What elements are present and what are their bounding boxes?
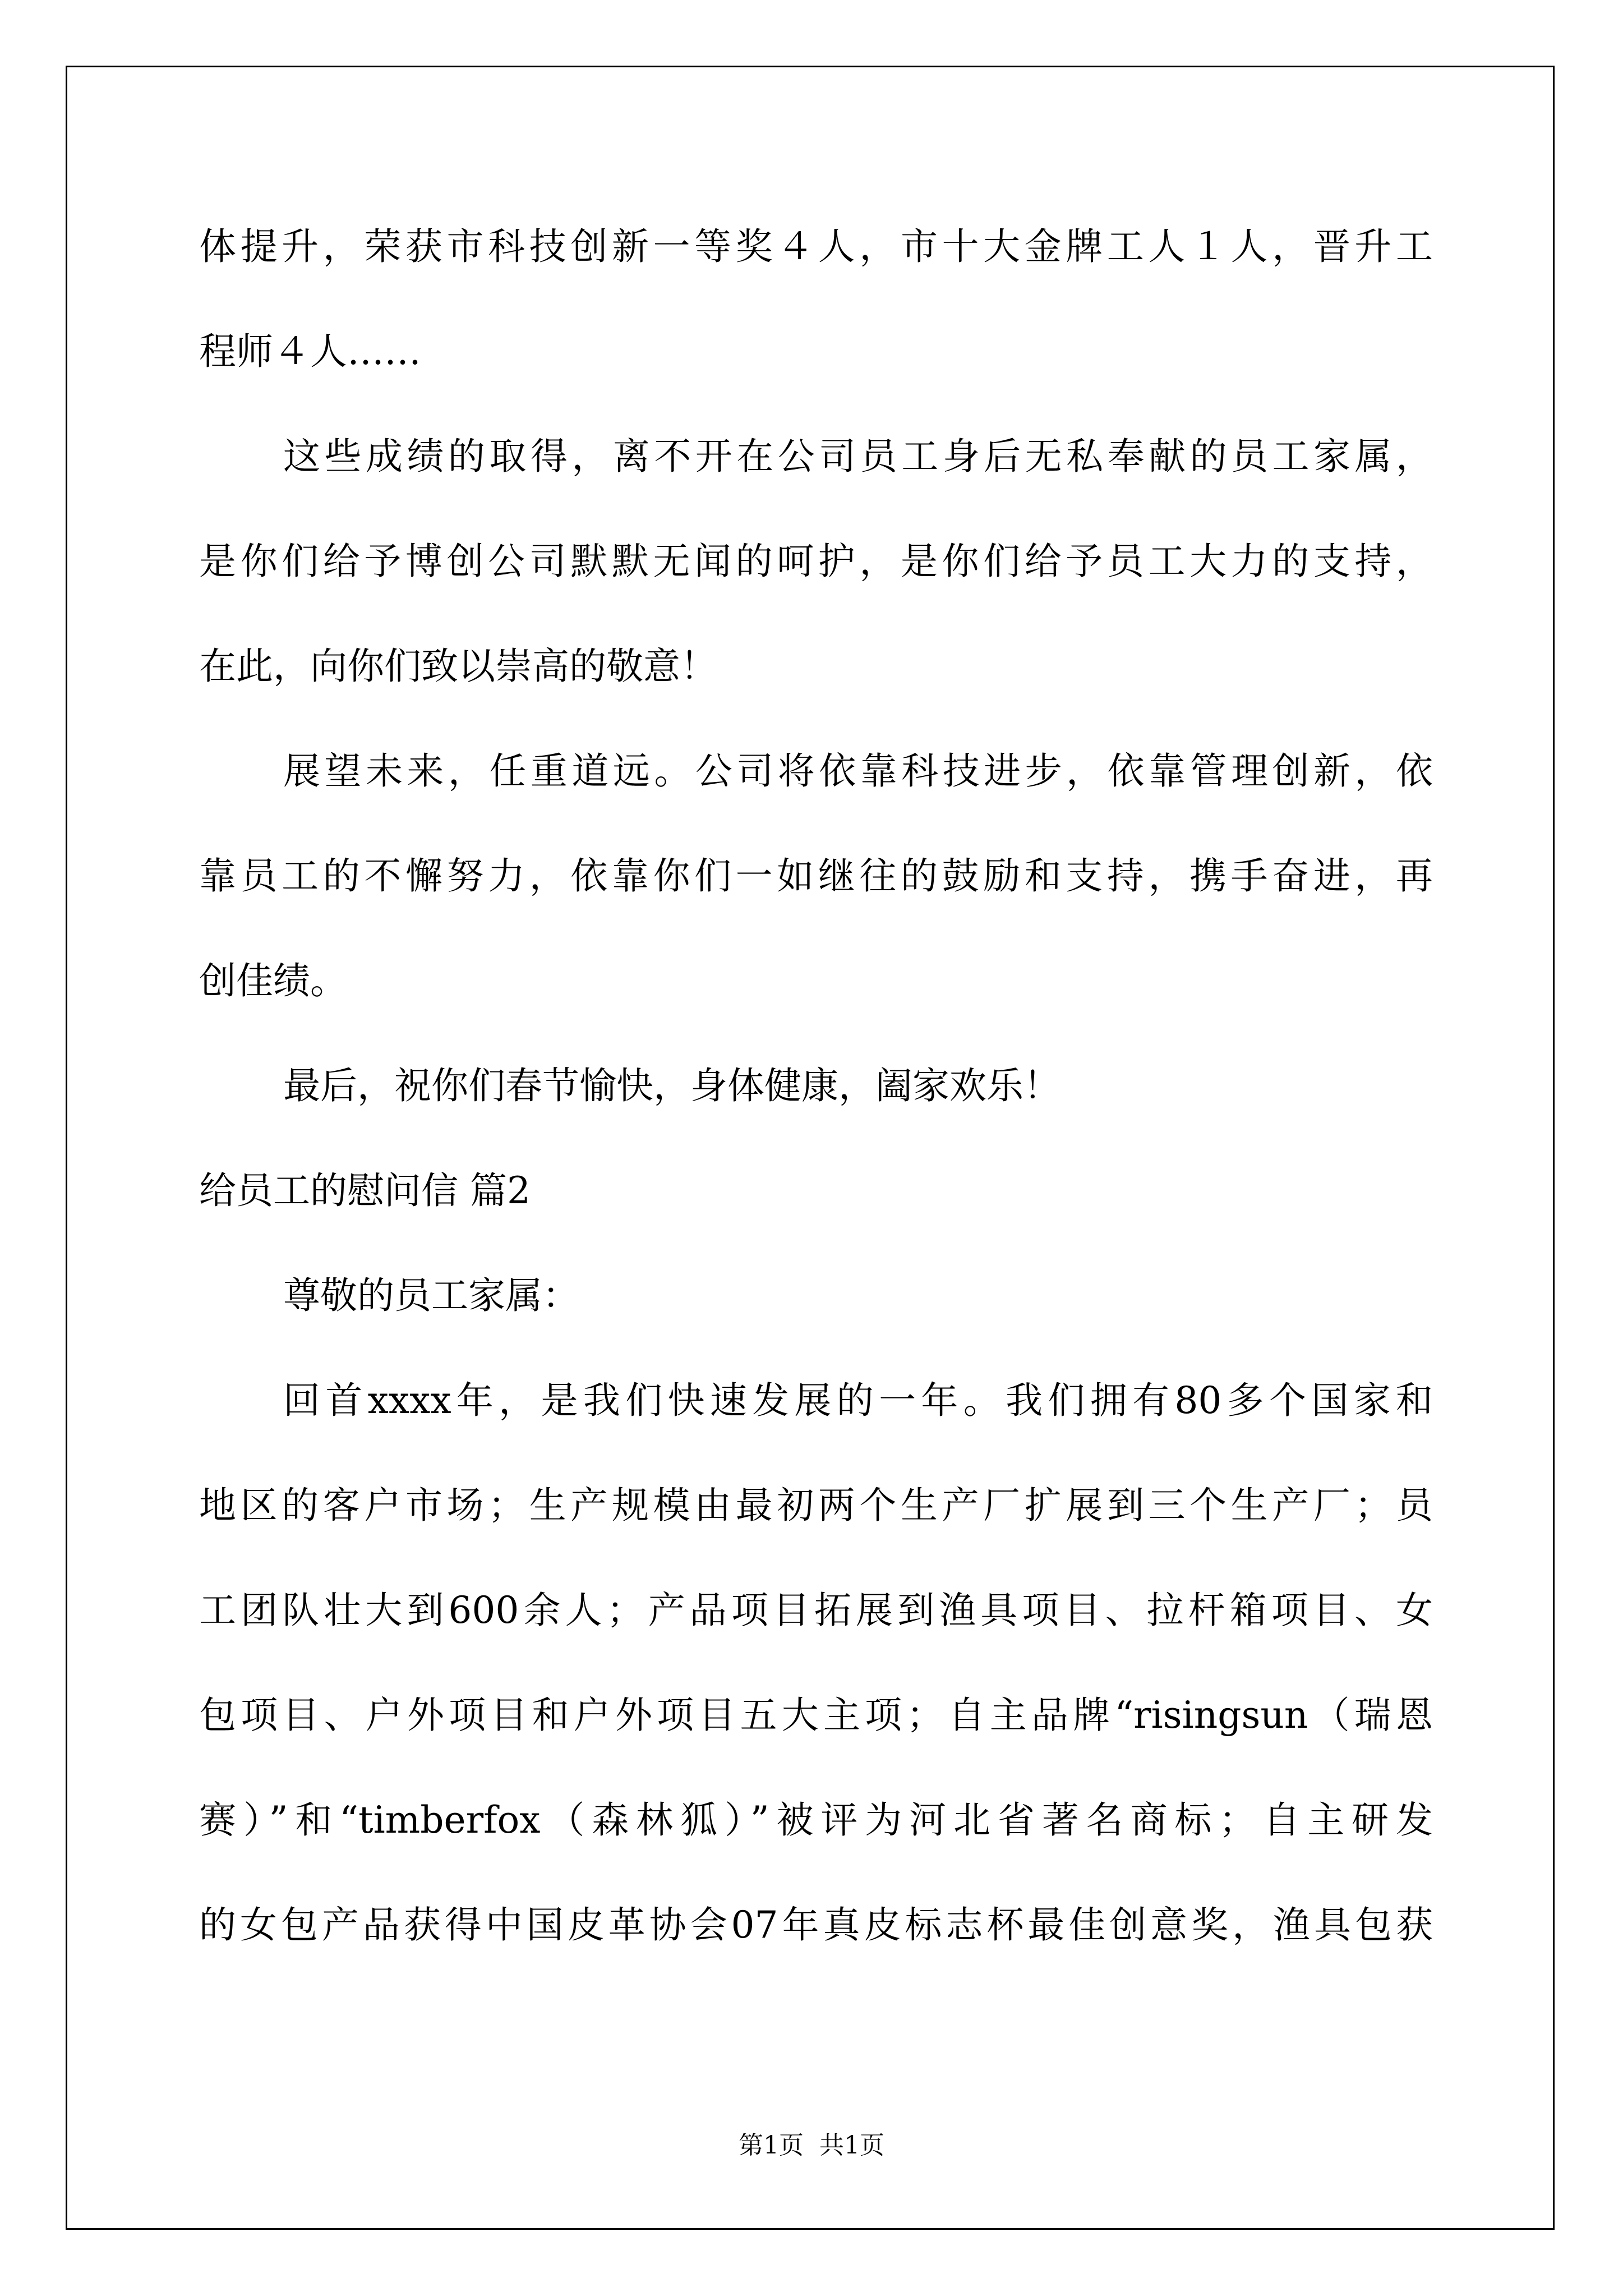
text-line-17: 的女包产品获得中国皮革协会07年真皮标志杯最佳创意奖，渔具包获 xyxy=(199,1903,1433,1947)
text-line-3: 这些成绩的取得，离不开在公司员工身后无私奉献的员工家属， xyxy=(283,435,1433,478)
text-line-8: 创佳绩。 xyxy=(199,959,347,1002)
text-line-4: 是你们给予博创公司默默无闻的呵护，是你们给予员工大力的支持， xyxy=(199,540,1433,583)
salutation: 尊敬的员工家属： xyxy=(283,1274,579,1317)
text-line-14: 工团队壮大到600余人；产品项目拓展到渔具项目、拉杆箱项目、女 xyxy=(199,1589,1433,1632)
text-line-9: 最后，祝你们春节愉快，身体健康，阖家欢乐！ xyxy=(283,1064,1061,1107)
text-line-15: 包项目、户外项目和户外项目五大主项；自主品牌“risingsun（瑞恩 xyxy=(199,1694,1433,1737)
text-line-6: 展望未来，任重道远。公司将依靠科技进步，依靠管理创新，依 xyxy=(283,749,1433,793)
text-line-7: 靠员工的不懈努力，依靠你们一如继往的鼓励和支持，携手奋进，再 xyxy=(199,854,1433,898)
text-line-2: 程师４人…… xyxy=(199,330,421,373)
section-heading: 给员工的慰问信 篇2 xyxy=(199,1169,531,1212)
text-line-16: 赛）”和“timberfox（森林狐）”被评为河北省著名商标；自主研发 xyxy=(199,1798,1433,1842)
text-line-1: 体提升，荣获市科技创新一等奖４人，市十大金牌工人１人，晋升工 xyxy=(199,225,1433,268)
page-footer: 第1页 共1页 xyxy=(739,2131,884,2160)
text-line-5: 在此，向你们致以崇高的敬意！ xyxy=(199,645,717,688)
text-line-12: 回首xxxx年，是我们快速发展的一年。我们拥有80多个国家和 xyxy=(283,1379,1433,1422)
text-line-13: 地区的客户市场；生产规模由最初两个生产厂扩展到三个生产厂；员 xyxy=(199,1484,1433,1527)
